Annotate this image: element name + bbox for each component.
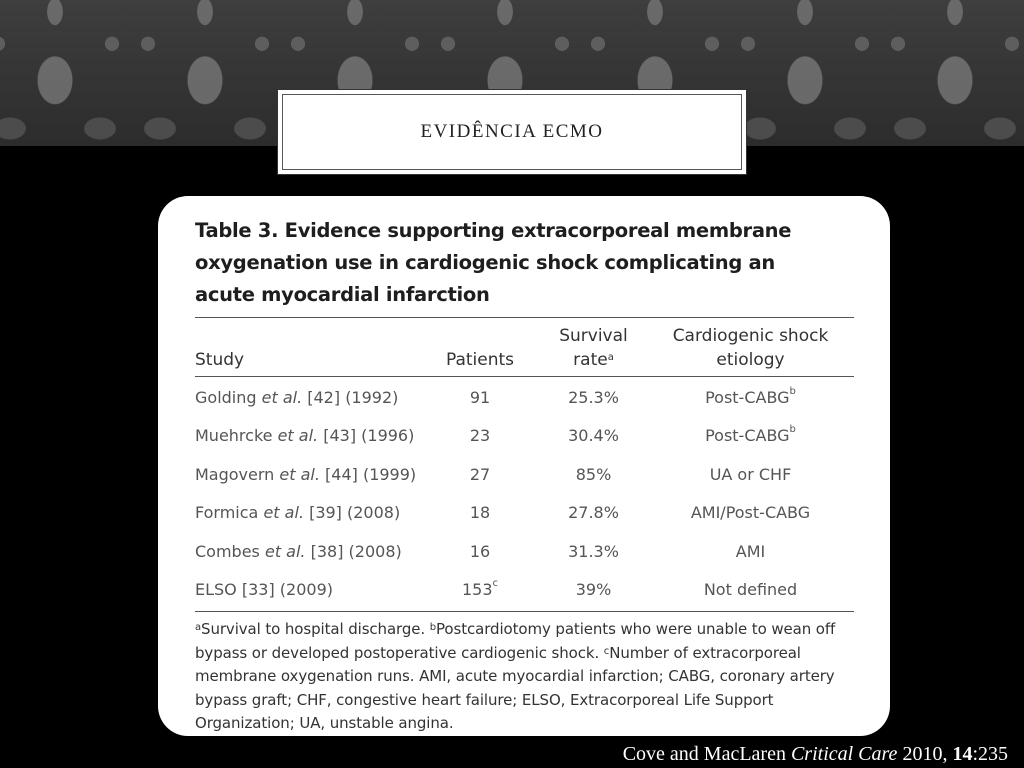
cell-survival: 31.3%	[568, 541, 619, 561]
table-row	[195, 378, 854, 417]
header-survival-line1: Survival	[559, 326, 628, 346]
cell-etiology: Post-CABG$^b$	[705, 424, 796, 446]
header-etiology-line2: etiology	[716, 350, 785, 370]
cell-patients: 23	[469, 426, 491, 446]
card-reflection	[190, 748, 610, 768]
cell-study: Golding et al. [42] (1992)	[195, 387, 399, 407]
header-survival-line2	[540, 348, 647, 372]
table-footnote: $^a$Survival to hospital discharge. $^b$Postcardiotomy patients who were unable to wean off bypass or developed postoperative cardiogenic shock. $^c$Number of extracorporeal membrane oxygenation runs. AMI, acute myocardial infarction; CABG, coronary artery bypass graft; CHF, congestive heart failure; ELSO, Extracorporeal Life Support Organization; UA, unstable angina.	[195, 620, 836, 732]
slide-title-box	[277, 89, 747, 175]
table-row	[195, 494, 854, 533]
cell-patients: 91	[469, 387, 491, 407]
table-row	[195, 455, 854, 494]
header-survival-sup: a	[607, 352, 614, 363]
header-etiology	[647, 324, 854, 372]
table-row	[195, 571, 854, 610]
cell-study: ELSO [33] (2009)	[195, 580, 333, 600]
header-survival-text: rate	[573, 350, 608, 370]
cell-patients: 16	[469, 541, 491, 561]
table-title-line: acute myocardial infarction	[195, 283, 490, 306]
cell-survival: 30.4%	[568, 426, 619, 446]
cell-survival: 27.8%	[568, 503, 619, 523]
citation-volume: 14	[952, 743, 973, 765]
cell-survival: 85%	[575, 464, 612, 484]
cell-study: Combes et al. [38] (2008)	[195, 541, 402, 561]
cell-survival: 39%	[575, 580, 612, 600]
table-title-line: oxygenation use in cardiogenic shock complicating an	[195, 251, 775, 274]
cell-etiology: AMI/Post-CABG	[690, 503, 811, 523]
cell-study: Formica et al. [39] (2008)	[195, 503, 401, 523]
table-header-row	[195, 318, 854, 376]
cell-survival: 25.3%	[568, 387, 619, 407]
table-title-line: Table 3. Evidence supporting extracorporeal membrane	[195, 219, 792, 242]
citation-authors: Cove and MacLaren	[622, 743, 791, 765]
citation-page: :235	[972, 743, 1008, 765]
citation-year: 2010,	[897, 743, 953, 765]
cell-patients: 27	[469, 464, 491, 484]
slide-title: EVIDÊNCIA ECMO	[420, 121, 604, 142]
cell-etiology: Post-CABG$^b$	[705, 385, 796, 407]
header-patients: Patients	[445, 350, 515, 370]
cell-patients: 153$^c$	[461, 578, 499, 600]
table-image-card	[158, 196, 890, 736]
table-row	[195, 532, 854, 571]
citation	[623, 743, 1008, 766]
cell-patients: 18	[469, 503, 491, 523]
cell-etiology: Not defined	[703, 580, 798, 600]
cell-etiology: UA or CHF	[709, 464, 792, 484]
cell-study: Magovern et al. [44] (1999)	[195, 464, 417, 484]
table-row	[195, 417, 854, 456]
citation-journal: Critical Care	[790, 743, 898, 765]
cell-study: Muehrcke et al. [43] (1996)	[195, 426, 415, 446]
table-body	[195, 377, 854, 609]
cell-etiology: AMI	[735, 541, 766, 561]
table-title	[195, 215, 854, 311]
header-study: Study	[195, 350, 245, 370]
header-survival	[540, 324, 647, 372]
header-etiology-line1: Cardiogenic shock	[672, 326, 829, 346]
